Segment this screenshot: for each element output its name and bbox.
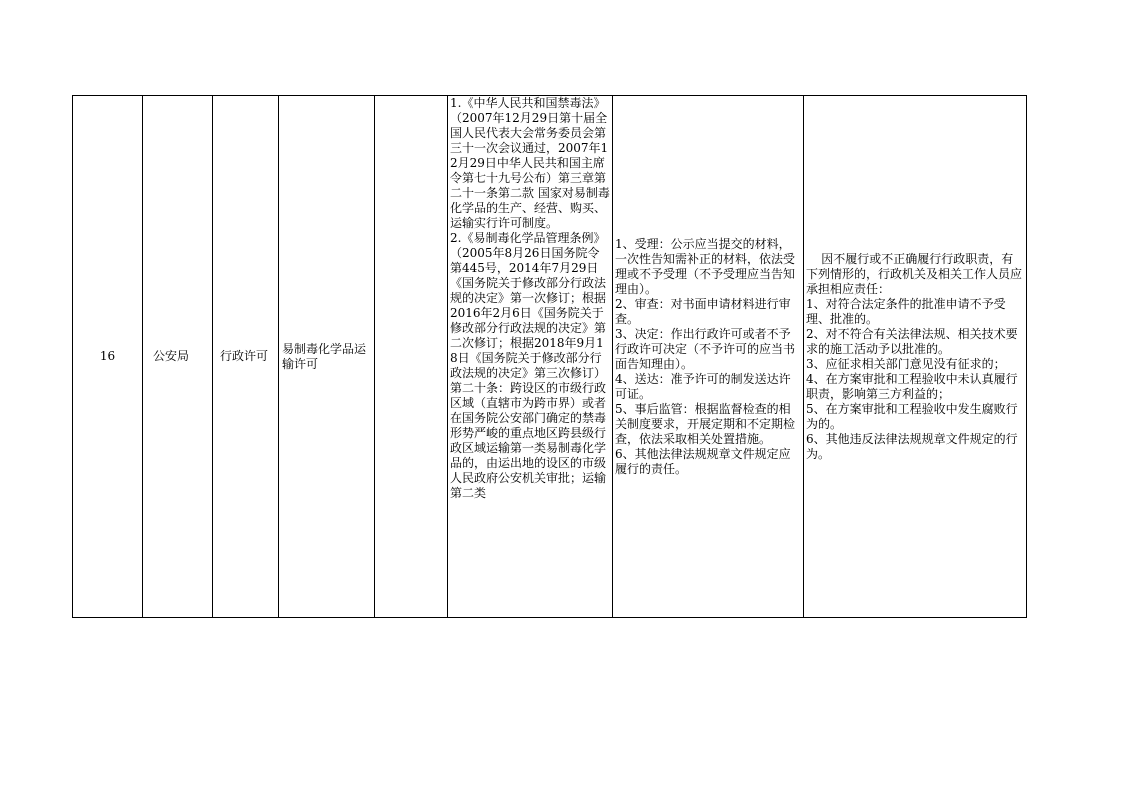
table-row [73, 96, 1027, 618]
legal-basis-cell [448, 96, 613, 618]
responsibility-cell [804, 96, 1027, 618]
item-name-cell: 易制毒化学品运输许可 [279, 96, 375, 618]
legal-basis-text: 1.《中华人民共和国禁毒法》（2007年12月29日第十届全国人民代表大会常务委员会第三十一次会议通过，2007年12月29日中华人民共和国主席令第七十九号公布）第三章第二十一条第二款 国家对易制毒化学品的生产、经营、购买、运输实行许可制度。 2.《易制毒化学品管理条例》（2005年8月26日国务院令第445号，2014年7月29日《国务院关于修改部分行政法规的决定》第一次修订；根据2016年2月6日《国务院关于修改部分行政法规的决定》第二次修订；根据2018年9月18日《国务院关于修改部分行政法规的决定》第三次修订）第二十条：跨设区的市级行政区域（直辖市为跨市界）或者在国务院公安部门确定的禁毒形势严峻的重点地区跨县级行政区域运输第一类易制毒化学品的，由运出地的设区的市级人民政府公安机关审批；运输第二类 [450, 96, 610, 500]
row-number-cell: 16 [73, 96, 143, 618]
responsibility-text: 因不履行或不正确履行行政职责，有下列情形的，行政机关及相关工作人员应承担相应责任： 1、对符合法定条件的批准申请不予受理、批准的。 2、对不符合有关法律法规、相关技术要求的施工活动予以批准的。 3、应征求相关部门意见没有征求的； 4、在方案审批和工程验收中未认真履行职责，影响第三方利益的； 5、在方案审批和工程验收中发生腐败行为的。 6、其他违反法律法规规章文件规定的行为。 [806, 251, 1023, 461]
procedure-text: 1、受理：公示应当提交的材料，一次性告知需补正的材料，依法受理或不予受理（不予受理应当告知理由）。 2、审查：对书面申请材料进行审查。 3、决定：作出行政许可或者不予行政许可决定（不予许可的应当书面告知理由）。 4、送达：准予许可的制发送达许可证。 5、事后监管：根据监督检查的相关制度要求，开展定期和不定期检查，依法采取相关处置措施。 6、其他法律法规规章文件规定应履行的责任。 [615, 236, 796, 476]
category-cell: 行政许可 [213, 96, 279, 618]
empty-cell [375, 96, 448, 618]
power-list-table [72, 95, 1027, 618]
procedure-cell [613, 96, 804, 618]
department-cell: 公安局 [143, 96, 213, 618]
